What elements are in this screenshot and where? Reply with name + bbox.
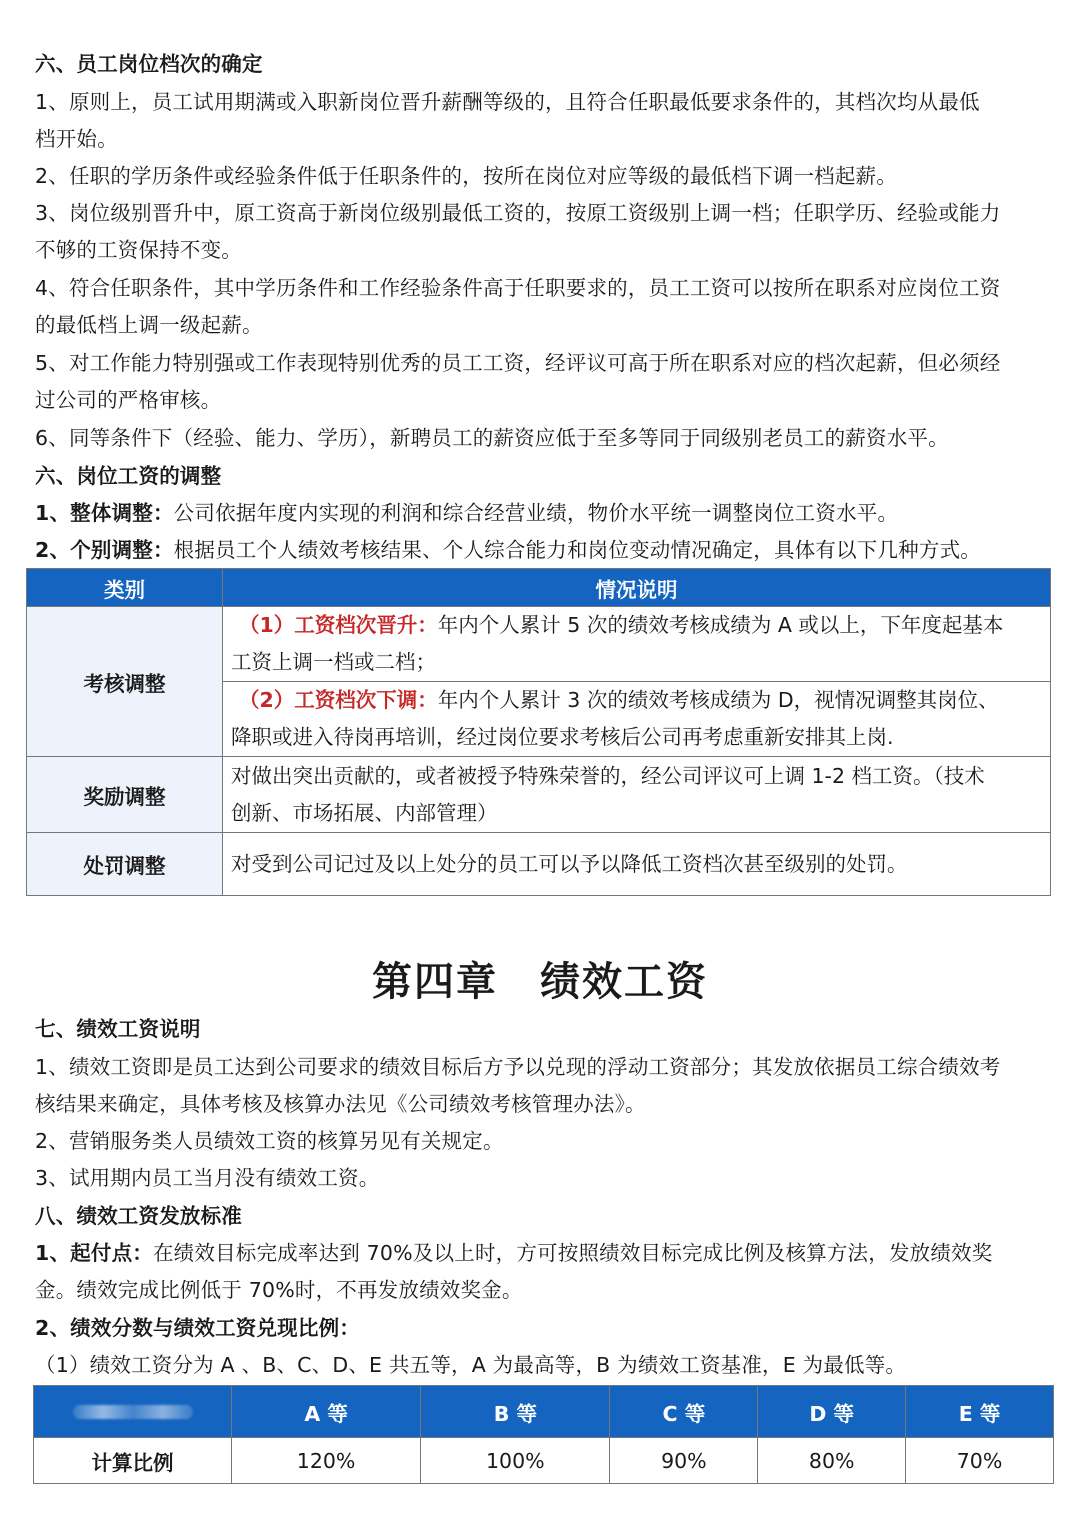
- paragraph-line: [35, 495, 1050, 532]
- category-punish: 处罚调整: [27, 833, 223, 896]
- paragraph-line: [35, 532, 1050, 569]
- blurred-watermark: [73, 1405, 193, 1419]
- category-assess: 考核调整: [27, 607, 223, 757]
- header-category: 类别: [27, 569, 223, 607]
- row-label: 计算比例: [34, 1438, 232, 1484]
- grade-down-text: 年内个人累计 3 次的绩效考核成绩为 D，视情况调整其岗位、: [437, 688, 999, 712]
- section-heading-payout-standard: 八、绩效工资发放标准: [35, 1204, 242, 1228]
- item-label: 1、起付点：: [35, 1241, 153, 1265]
- paragraph-line: 3、试用期内员工当月没有绩效工资。: [35, 1166, 380, 1190]
- grade-ratio-table: [33, 1385, 1054, 1484]
- reward-text-cont: 创新、市场拓展、内部管理）: [231, 800, 498, 825]
- reward-text: 对做出突出贡献的，或者被授予特殊荣誉的，经公司评议可上调 1-2 档工资。（技术: [231, 763, 985, 788]
- grade-up-text-cont: 工资上调一档或二档；: [231, 650, 436, 674]
- desc-reward: [223, 757, 1051, 833]
- category-reward: 奖励调整: [27, 757, 223, 833]
- paragraph-line: 档开始。: [35, 127, 118, 151]
- item-text: 根据员工个人绩效考核结果、个人综合能力和岗位变动情况确定，具体有以下几种方式。: [173, 538, 981, 562]
- paragraph-line: 核结果来确定，具体考核及核算办法见《公司绩效考核管理办法》。: [35, 1092, 646, 1116]
- paragraph-line: 5、对工作能力特别强或工作表现特别优秀的员工工资，经评议可高于所在职系对应的档次起薪，但必须经: [35, 351, 1001, 375]
- header-grade: E 等: [906, 1386, 1054, 1438]
- table-row: [27, 607, 1051, 682]
- header-description: 情况说明: [223, 569, 1051, 607]
- section-heading-grade-determination: 六、员工岗位档次的确定: [35, 52, 263, 76]
- ratio-cell: 120%: [232, 1438, 421, 1484]
- desc-punish: 对受到公司记过及以上处分的员工可以予以降低工资档次甚至级别的处罚。: [223, 833, 1051, 896]
- table-row: [27, 833, 1051, 896]
- adjustment-table: [26, 568, 1051, 896]
- grade-up-label: （1）工资档次晋升：: [239, 613, 438, 637]
- item-label: 2、个别调整：: [35, 538, 174, 562]
- section-heading-salary-adjustment: 六、岗位工资的调整: [35, 464, 222, 488]
- paragraph-line: （1）绩效工资分为 A 、B、C、D、E 共五等，A 为最高等，B 为绩效工资基准，E 为最低等。: [35, 1353, 907, 1377]
- paragraph-line: 不够的工资保持不变。: [35, 238, 242, 262]
- table-header-row: [34, 1386, 1054, 1438]
- ratio-cell: 90%: [610, 1438, 758, 1484]
- item-label: 1、整体调整：: [35, 501, 174, 525]
- paragraph-line: 的最低档上调一级起薪。: [35, 313, 263, 337]
- desc-grade-down: [223, 682, 1051, 757]
- paragraph-line: 1、绩效工资即是员工达到公司要求的绩效目标后方予以兑现的浮动工资部分；其发放依据员工综合绩效考: [35, 1055, 1001, 1079]
- paragraph-line: [35, 1235, 1050, 1272]
- grade-down-text-cont: 降职或进入待岗再培训，经过岗位要求考核后公司再考虑重新安排其上岗.: [231, 725, 894, 749]
- paragraph-line: 2、任职的学历条件或经验条件低于任职条件的，按所在岗位对应等级的最低档下调一档起薪。: [35, 164, 897, 188]
- grade-up-text: 年内个人累计 5 次的绩效考核成绩为 A 或以上，下年度起基本: [437, 613, 1004, 637]
- table-row: [34, 1438, 1054, 1484]
- paragraph-line: 4、符合任职条件，其中学历条件和工作经验条件高于任职要求的，员工工资可以按所在职系对应岗位工资: [35, 276, 1001, 300]
- item-label: 2、绩效分数与绩效工资兑现比例：: [35, 1316, 360, 1340]
- ratio-cell: 70%: [906, 1438, 1054, 1484]
- header-blurred: [34, 1386, 232, 1438]
- chapter-title: 第四章 绩效工资: [372, 959, 708, 1005]
- header-grade: C 等: [610, 1386, 758, 1438]
- paragraph-line: 3、岗位级别晋升中，原工资高于新岗位级别最低工资的，按原工资级别上调一档；任职学历、经验或能力: [35, 201, 1001, 225]
- item-text: 在绩效目标完成率达到 70%及以上时，方可按照绩效目标完成比例及核算方法，发放绩效奖: [152, 1241, 993, 1265]
- paragraph-line: 金。绩效完成比例低于 70%时，不再发放绩效奖金。: [35, 1278, 523, 1302]
- header-grade: A 等: [232, 1386, 421, 1438]
- ratio-cell: 100%: [421, 1438, 610, 1484]
- header-grade: D 等: [758, 1386, 906, 1438]
- item-text: 公司依据年度内实现的利润和综合经营业绩，物价水平统一调整岗位工资水平。: [173, 501, 899, 525]
- paragraph-line: 2、营销服务类人员绩效工资的核算另见有关规定。: [35, 1129, 504, 1153]
- paragraph-line: 6、同等条件下（经验、能力、学历），新聘员工的薪资应低于至多等同于同级别老员工的薪资水平。: [35, 426, 949, 450]
- paragraph-line: 过公司的严格审核。: [35, 388, 222, 412]
- section-heading-performance-pay: 七、绩效工资说明: [35, 1017, 201, 1041]
- paragraph-line: 1、原则上，员工试用期满或入职新岗位晋升薪酬等级的，且符合任职最低要求条件的，其档次均从最低: [35, 90, 980, 114]
- header-grade: B 等: [421, 1386, 610, 1438]
- desc-grade-up: [223, 607, 1051, 682]
- grade-down-label: （2）工资档次下调：: [239, 688, 438, 712]
- table-row: [27, 757, 1051, 833]
- ratio-cell: 80%: [758, 1438, 906, 1484]
- table-header-row: [27, 569, 1051, 607]
